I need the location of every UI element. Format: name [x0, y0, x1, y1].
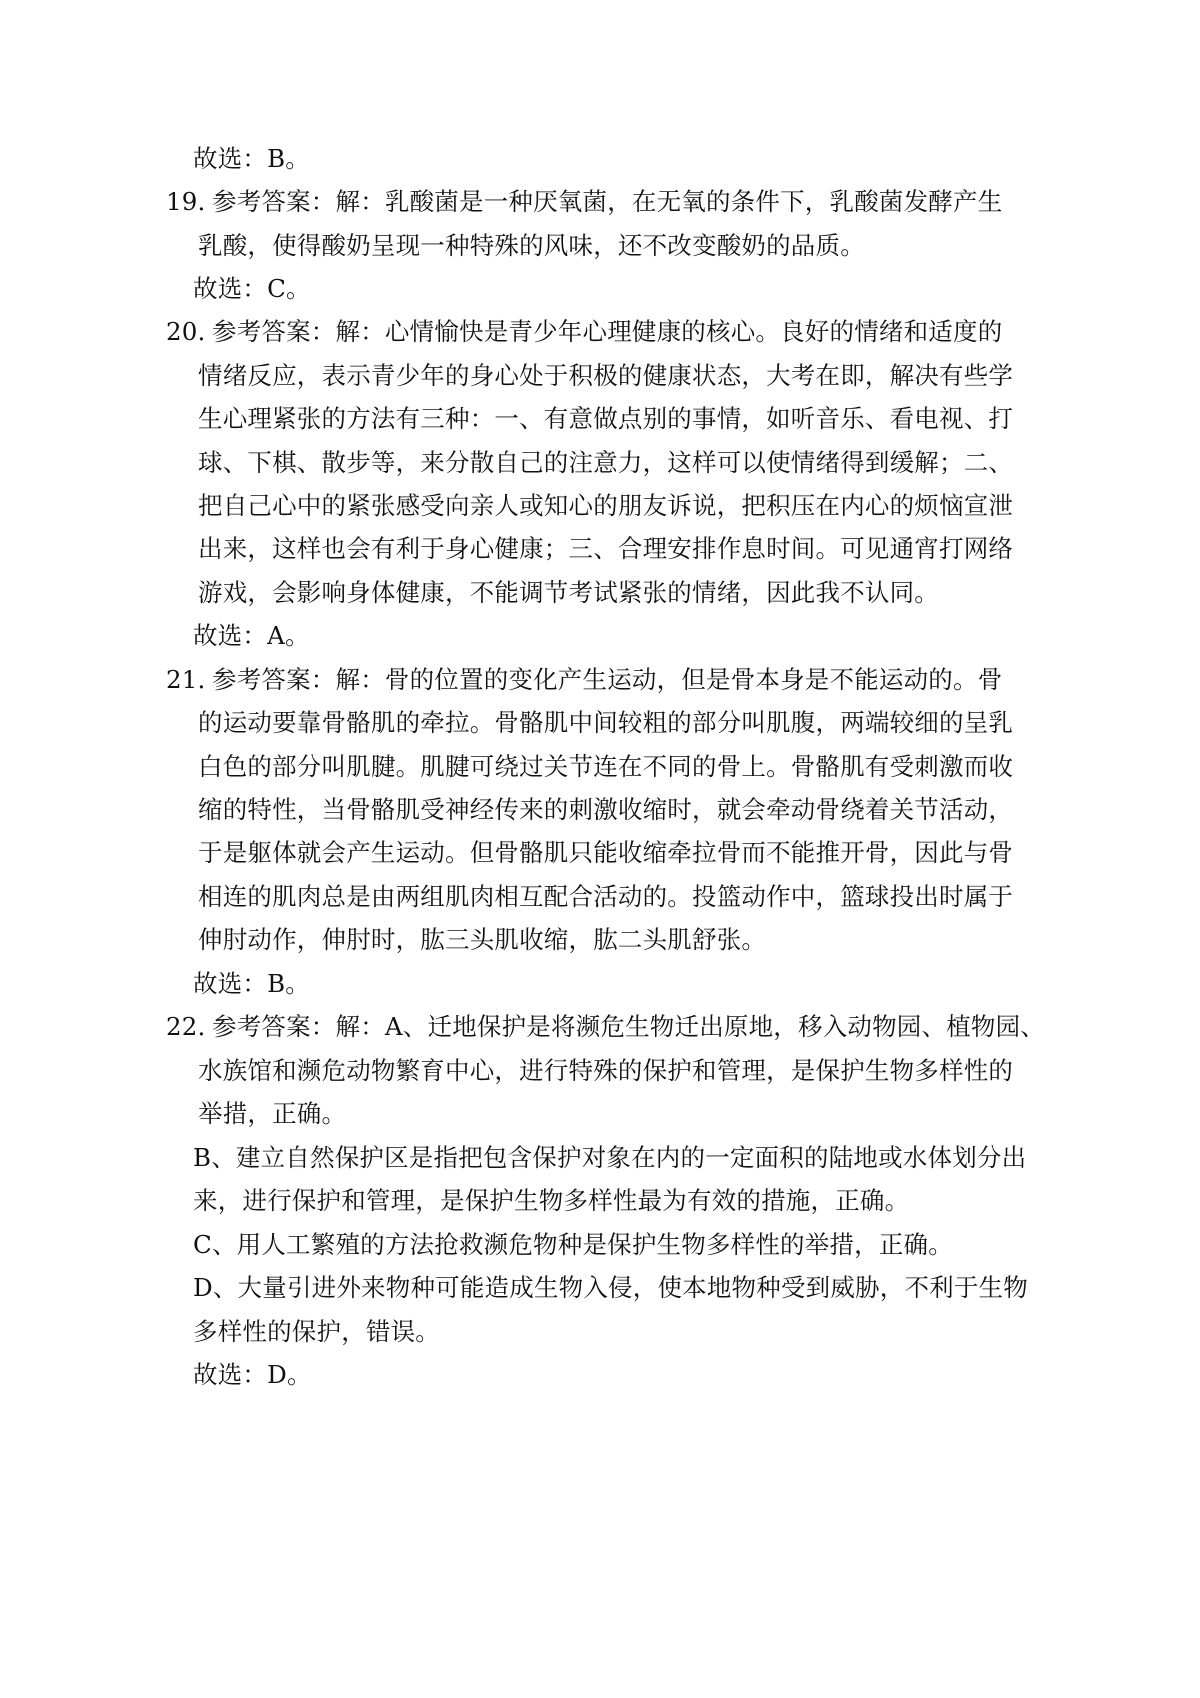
question-19-line-1: 19．参考答案：解：乳酸菌是一种厌氧菌，在无氧的条件下，乳酸菌发酵产生 — [166, 185, 1002, 219]
question-21-line-6: 相连的肌肉总是由两组肌肉相互配合活动的。投篮动作中，篮球投出时属于 — [198, 882, 1014, 911]
question-19-line-2: 乳酸，使得酸奶呈现一种特殊的风味，还不改变酸奶的品质。 — [198, 231, 865, 260]
option-d-line-2: 多样性的保护，错误。 — [193, 1317, 440, 1346]
question-20-line-4: 球、下棋、散步等，来分散自己的注意力，这样可以使情绪得到缓解；二、 — [198, 448, 1014, 477]
question-21-line-7: 伸肘动作，伸肘时，肱三头肌收缩，肱二头肌舒张。 — [198, 925, 767, 954]
option-b-line-1: B、建立自然保护区是指把包含保护对象在内的一定面积的陆地或水体划分出 — [193, 1143, 1027, 1172]
question-20-line-5: 把自己心中的紧张感受向亲人或知心的朋友诉说，把积压在内心的烦恼宣泄 — [198, 491, 1014, 520]
question-number: 20． — [166, 317, 223, 346]
option-c-line-1: C、用人工繁殖的方法抢救濒危物种是保护生物多样性的举措，正确。 — [193, 1230, 953, 1259]
question-20-line-3: 生心理紧张的方法有三种：一、有意做点别的事情，如听音乐、看电视、打 — [198, 404, 1014, 433]
question-21-line-2: 的运动要靠骨骼肌的牵拉。骨骼肌中间较粗的部分叫肌腹，两端较细的呈乳 — [198, 708, 1014, 737]
question-21-line-3: 白色的部分叫肌腱。肌腱可绕过关节连在不同的骨上。骨骼肌有受刺激而收 — [198, 752, 1014, 781]
question-20-line-6: 出来，这样也会有利于身心健康；三、合理安排作息时间。可见通宵打网络 — [198, 534, 1014, 563]
answer-line: 故选：A。 — [193, 621, 310, 650]
question-20-line-7: 游戏，会影响身体健康，不能调节考试紧张的情绪，因此我不认同。 — [198, 578, 939, 607]
question-number: 19． — [166, 187, 223, 216]
question-21-line-5: 于是躯体就会产生运动。但骨骼肌只能收缩牵拉骨而不能推开骨，因此与骨 — [198, 838, 1014, 867]
question-20-line-1: 20．参考答案：解：心情愉快是青少年心理健康的核心。良好的情绪和适度的 — [166, 315, 1002, 349]
question-22-line-3: 举措，正确。 — [198, 1099, 347, 1128]
question-21-line-1: 21．参考答案：解：骨的位置的变化产生运动，但是骨本身是不能运动的。骨 — [166, 663, 1002, 697]
question-22-line-1: 22．参考答案：解：A、迁地保护是将濒危生物迁出原地，移入动物园、植物园、 — [166, 1010, 1045, 1044]
answer-line: 故选：B。 — [193, 144, 311, 173]
answer-line: 故选：B。 — [193, 969, 311, 998]
answer-line: 故选：D。 — [193, 1360, 312, 1389]
option-d-line-1: D、大量引进外来物种可能造成生物入侵，使本地物种受到威胁，不利于生物 — [193, 1273, 1028, 1302]
question-number: 21． — [166, 665, 223, 694]
question-20-line-2: 情绪反应，表示青少年的身心处于积极的健康状态，大考在即，解决有些学 — [198, 361, 1014, 390]
option-b-line-2: 来，进行保护和管理，是保护生物多样性最为有效的措施，正确。 — [193, 1186, 910, 1215]
question-21-line-4: 缩的特性，当骨骼肌受神经传来的刺激收缩时，就会牵动骨绕着关节活动， — [198, 795, 1014, 824]
question-22-line-2: 水族馆和濒危动物繁育中心，进行特殊的保护和管理，是保护生物多样性的 — [198, 1056, 1014, 1085]
answer-line: 故选：C。 — [193, 274, 311, 303]
question-number: 22． — [166, 1012, 223, 1041]
